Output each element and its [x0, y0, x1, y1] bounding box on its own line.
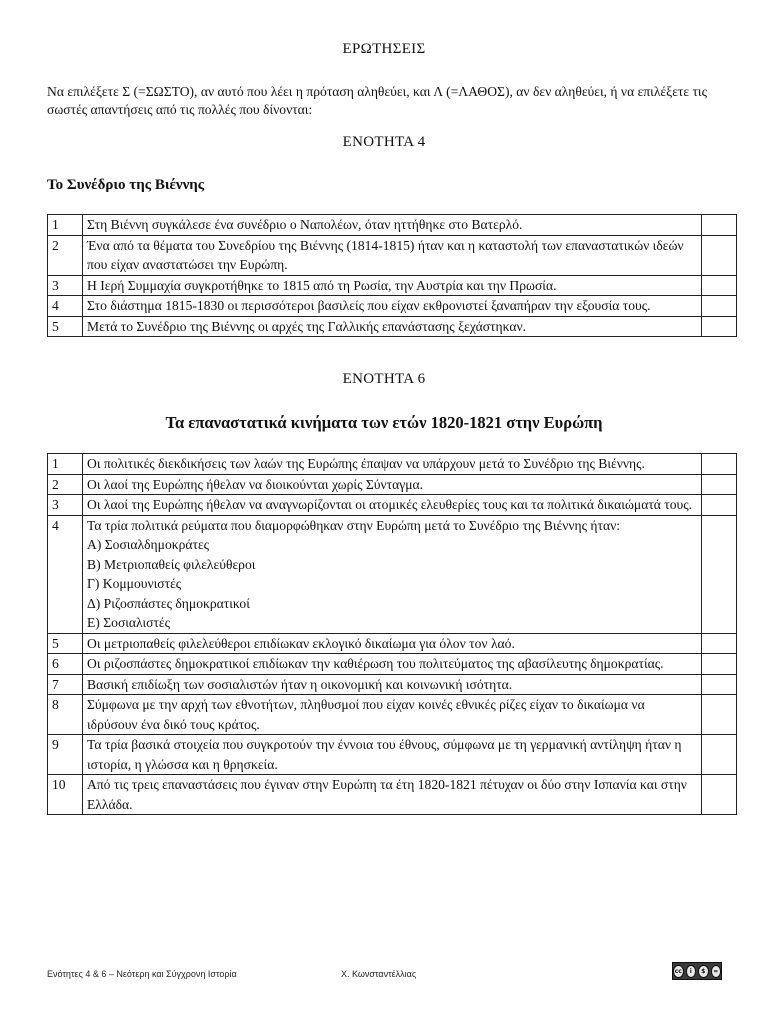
- answer-cell[interactable]: [702, 775, 737, 815]
- table-row: [48, 674, 737, 695]
- table-row: [48, 454, 737, 475]
- question-number: 2: [48, 235, 83, 275]
- question-number: 5: [48, 316, 83, 337]
- answer-cell[interactable]: [702, 454, 737, 475]
- answer-cell[interactable]: [702, 215, 737, 236]
- question-number: 4: [48, 296, 83, 317]
- answer-cell[interactable]: [702, 735, 737, 775]
- question-text: [83, 633, 702, 654]
- table-row: [48, 474, 737, 495]
- question-text: [83, 775, 702, 815]
- question-statement: Βασική επιδίωξη των σοσιαλιστών ήταν η οικονομική και κοινωνική ισότητα.: [87, 676, 513, 692]
- question-number: 10: [48, 775, 83, 815]
- table-row: [48, 654, 737, 675]
- question-number: 6: [48, 654, 83, 675]
- question-statement: Ένα από τα θέματα του Συνεδρίου της Βιέννης (1814-1815) ήταν και η καταστολή των επαναστατικών ιδεών που είχαν αναστατώσει την Ευρώπη.: [87, 237, 684, 272]
- question-text: [83, 495, 702, 516]
- question-number: 4: [48, 515, 83, 633]
- answer-cell[interactable]: [702, 296, 737, 317]
- table-row: [48, 235, 737, 275]
- answer-cell[interactable]: [702, 474, 737, 495]
- page-title: ΕΡΩΤΗΣΕΙΣ: [342, 41, 426, 57]
- cc-by-nc-sa-icon: cc i $ =: [672, 962, 722, 980]
- table-row: [48, 775, 737, 815]
- question-statement: Οι μετριοπαθείς φιλελεύθεροι επιδίωκαν εκλογικό δικαίωμα για όλον τον λαό.: [87, 635, 515, 651]
- answer-cell[interactable]: [702, 695, 737, 735]
- question-statement: Οι λαοί της Ευρώπης ήθελαν να διοικούνται χωρίς Σύνταγμα.: [87, 476, 424, 492]
- question-option: Α) Σοσιαλδημοκράτες: [87, 537, 210, 552]
- questions-table-unit-4: [47, 214, 737, 337]
- question-text: [83, 215, 702, 236]
- answer-cell[interactable]: [702, 316, 737, 337]
- question-text: [83, 296, 702, 317]
- table-row: [48, 275, 737, 296]
- question-number: 1: [48, 454, 83, 475]
- question-statement: Στο διάστημα 1815-1830 οι περισσότεροι βασιλείς που είχαν εκθρονιστεί ξαναπήραν την εξουσία τους.: [87, 298, 651, 313]
- question-text: [83, 654, 702, 675]
- answer-cell[interactable]: [702, 275, 737, 296]
- question-statement: Οι πολιτικές διεκδικήσεις των λαών της Ευρώπης έπαψαν να υπάρχουν μετά το Συνέδριο της Βιέννης.: [87, 456, 645, 471]
- answer-cell[interactable]: [702, 674, 737, 695]
- instructions-text: Να επιλέξετε Σ (=ΣΩΣΤΟ), αν αυτό που λέει η πρόταση αληθεύει, και Λ (=ΛΑΘΟΣ), αν δεν αληθεύει, ή να επιλέξετε τις σωστές απαντήσεις από τις πολλές που δίνονται:: [47, 84, 707, 117]
- table-row: [48, 215, 737, 236]
- table-row: [48, 735, 737, 775]
- footer-course: Ενότητες 4 & 6 – Νεότερη και Σύγχρονη Ιστορία: [47, 969, 237, 979]
- table-row: [48, 296, 737, 317]
- question-number: 7: [48, 674, 83, 695]
- question-text: [83, 515, 702, 633]
- question-option: Δ) Ριζοσπάστες δημοκρατικοί: [87, 595, 250, 611]
- question-text: [83, 316, 702, 337]
- question-statement: Τα τρία βασικά στοιχεία που συγκροτούν την έννοια του έθνους, σύμφωνα με τη γερμανική αντίληψη ήταν η ιστορία, η γλώσσα και η θρησκεία.: [87, 737, 682, 772]
- question-statement: Στη Βιέννη συγκάλεσε ένα συνέδριο ο Ναπολέων, όταν ηττήθηκε στο Βατερλό.: [87, 217, 523, 232]
- question-option: Ε) Σοσιαλιστές: [87, 615, 171, 630]
- question-number: 8: [48, 695, 83, 735]
- answer-cell[interactable]: [702, 495, 737, 516]
- question-number: 2: [48, 474, 83, 495]
- question-statement: Τα τρία πολιτικά ρεύματα που διαμορφώθηκαν στην Ευρώπη μετά το Συνέδριο της Βιέννης ήταν:: [87, 517, 621, 533]
- question-text: [83, 674, 702, 695]
- question-text: [83, 454, 702, 475]
- question-statement: Μετά το Συνέδριο της Βιέννης οι αρχές της Γαλλικής επανάστασης ξεχάστηκαν.: [87, 318, 526, 334]
- question-statement: Οι ριζοσπάστες δημοκρατικοί επιδίωκαν την καθιέρωση του πολιτεύματος της αβασίλευτης δημοκρατίας.: [87, 656, 664, 671]
- answer-cell[interactable]: [702, 633, 737, 654]
- section-heading-revolutions: Τα επαναστατικά κινήματα των ετών 1820-1821 στην Ευρώπη: [165, 413, 603, 432]
- questions-table-unit-6: [47, 453, 737, 815]
- table-row: [48, 633, 737, 654]
- question-number: 3: [48, 495, 83, 516]
- unit-heading-6: ΕΝΟΤΗΤΑ 6: [342, 371, 426, 387]
- question-option: Γ) Κομμουνιστές: [87, 576, 182, 591]
- question-text: [83, 474, 702, 495]
- question-statement: Από τις τρεις επαναστάσεις που έγιναν στην Ευρώπη τα έτη 1820-1821 πέτυχαν οι δύο στην Ισπανία και στην Ελλάδα.: [87, 777, 687, 812]
- answer-cell[interactable]: [702, 515, 737, 633]
- question-option: Β) Μετριοπαθείς φιλελεύθεροι: [87, 556, 256, 572]
- question-text: [83, 735, 702, 775]
- footer-author: Χ. Κωνσταντέλλιας: [341, 969, 417, 979]
- table-row: [48, 695, 737, 735]
- unit-heading-4: ΕΝΟΤΗΤΑ 4: [342, 134, 426, 150]
- answer-cell[interactable]: [702, 654, 737, 675]
- answer-cell[interactable]: [702, 235, 737, 275]
- question-text: [83, 275, 702, 296]
- question-number: 5: [48, 633, 83, 654]
- table-row: [48, 316, 737, 337]
- question-statement: Οι λαοί της Ευρώπης ήθελαν να αναγνωρίζονται οι ατομικές ελευθερίες τους και τα πολιτικά δικαιώματά τους.: [87, 497, 693, 512]
- question-number: 3: [48, 275, 83, 296]
- question-number: 1: [48, 215, 83, 236]
- question-statement: Σύμφωνα με την αρχή των εθνοτήτων, πληθυσμοί που είχαν κοινές εθνικές ρίζες είχαν το δικαίωμα να ιδρύσουν ένα δικό τους κράτος.: [87, 697, 645, 732]
- table-row: [48, 515, 737, 633]
- table-row: [48, 495, 737, 516]
- section-heading-vienna: Το Συνέδριο της Βιέννης: [47, 177, 205, 193]
- question-text: [83, 695, 702, 735]
- question-text: [83, 235, 702, 275]
- question-number: 9: [48, 735, 83, 775]
- question-statement: Η Ιερή Συμμαχία συγκροτήθηκε το 1815 από τη Ρωσία, την Αυστρία και την Πρωσία.: [87, 277, 557, 293]
